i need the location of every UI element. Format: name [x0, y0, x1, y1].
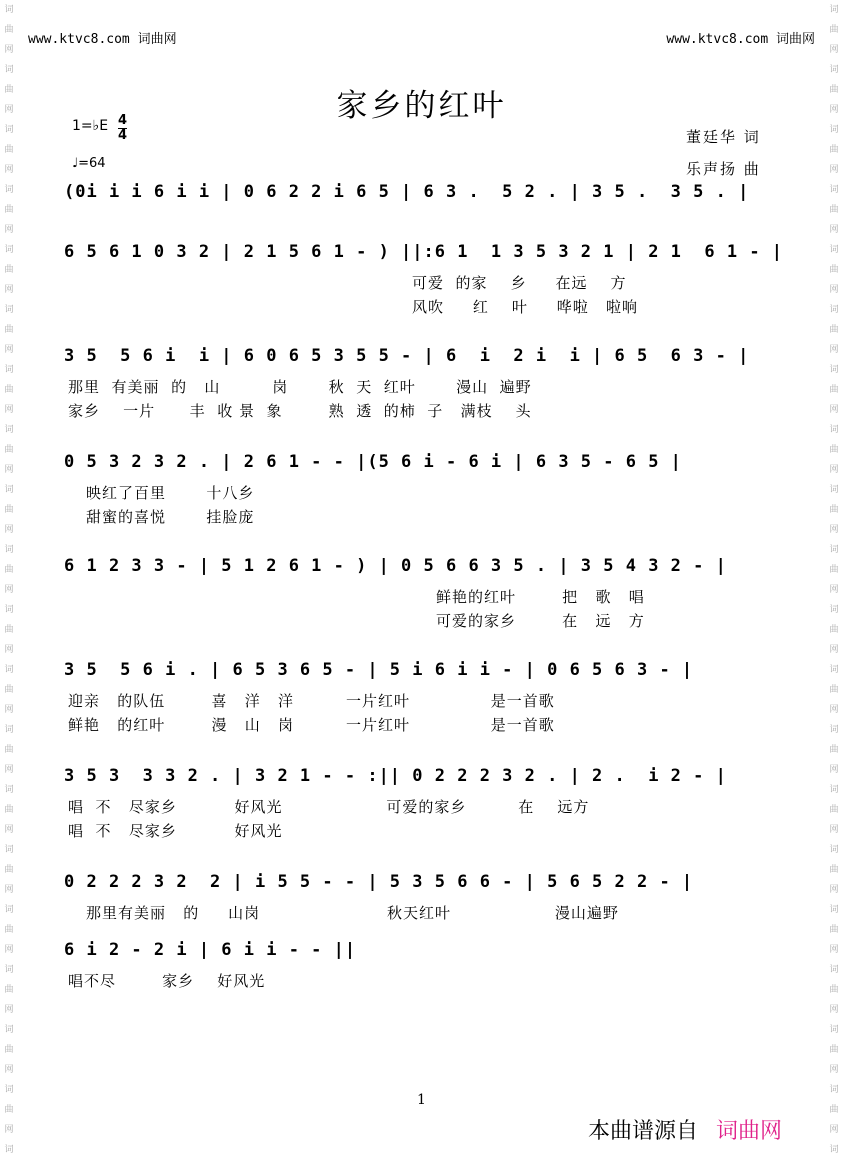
- side-watermark-char: 词: [829, 365, 839, 375]
- side-watermark-char: 网: [4, 465, 14, 475]
- side-watermark-char: 网: [829, 705, 839, 715]
- side-watermark-char: 曲: [4, 25, 14, 35]
- side-watermark-char: 曲: [829, 25, 839, 35]
- side-watermark-char: 曲: [4, 745, 14, 755]
- side-watermark-char: 曲: [829, 685, 839, 695]
- side-watermark-char: 网: [829, 1125, 839, 1135]
- composer-credit: 乐声扬 曲: [686, 160, 761, 178]
- side-watermark-char: 词: [4, 305, 14, 315]
- side-watermark-char: 词: [4, 665, 14, 675]
- side-watermark-char: 曲: [4, 865, 14, 875]
- lyric-verse-2: 风吹 红 叶 哗啦 啦响: [412, 298, 639, 316]
- side-watermark-char: 曲: [829, 85, 839, 95]
- side-watermark-char: 曲: [4, 625, 14, 635]
- time-signature-bottom: 4: [118, 128, 128, 143]
- notation-row: 3 5 5 6 i . | 6 5 3 6 5 - | 5 i 6 i i - | 0 6 5 6 3 - |: [64, 660, 694, 680]
- time-signature-top: 4: [118, 113, 128, 128]
- side-watermark-char: 曲: [4, 565, 14, 575]
- side-watermark-char: 词: [4, 725, 14, 735]
- side-watermark-char: 曲: [4, 445, 14, 455]
- side-watermark-char: 曲: [829, 1105, 839, 1115]
- side-watermark-char: 词: [4, 485, 14, 495]
- song-title: 家乡的红叶: [336, 88, 507, 124]
- side-watermark-char: 曲: [4, 1045, 14, 1055]
- lyric-verse-1: 唱 不 尽家乡 好风光 可爱的家乡 在 远方: [68, 798, 590, 816]
- side-watermark-char: 词: [4, 605, 14, 615]
- site-url-left: www.ktvc8.com 词曲网: [28, 32, 177, 47]
- site-url-right: www.ktvc8.com 词曲网: [666, 32, 815, 47]
- side-watermark-char: 网: [829, 825, 839, 835]
- side-watermark-char: 网: [829, 525, 839, 535]
- notation-row: (0i i i 6 i i | 0 6 2 2 i 6 5 | 6 3 . 5 2 . | 3 5 . 3 5 . |: [64, 182, 750, 202]
- side-watermark-char: 网: [4, 885, 14, 895]
- side-watermark-char: 网: [4, 105, 14, 115]
- side-watermark-char: 曲: [4, 925, 14, 935]
- source-brand-link[interactable]: 词曲网: [716, 1119, 783, 1144]
- notation-row: 6 5 6 1 0 3 2 | 2 1 5 6 1 - ) ||:6 1 1 3 5 3 2 1 | 2 1 6 1 - |: [64, 242, 784, 262]
- side-watermark-char: 曲: [829, 445, 839, 455]
- side-watermark-char: 网: [829, 765, 839, 775]
- side-watermark-char: 词: [4, 845, 14, 855]
- side-watermark-char: 网: [829, 465, 839, 475]
- side-watermark-char: 词: [829, 845, 839, 855]
- side-watermark-char: 曲: [829, 265, 839, 275]
- side-watermark-char: 网: [4, 1065, 14, 1075]
- side-watermark-char: 词: [829, 605, 839, 615]
- side-watermark-char: 网: [4, 825, 14, 835]
- lyric-verse-2: 甜蜜的喜悦 挂脸庞: [86, 508, 255, 526]
- side-watermark-char: 网: [829, 105, 839, 115]
- side-watermark-char: 曲: [829, 745, 839, 755]
- side-watermark-char: 网: [4, 405, 14, 415]
- side-watermark-char: 词: [829, 185, 839, 195]
- notation-row: 0 5 3 2 3 2 . | 2 6 1 - - |(5 6 i - 6 i | 6 3 5 - 6 5 |: [64, 452, 682, 472]
- tempo-marking: ♩=64: [72, 156, 106, 171]
- side-watermark-char: 词: [4, 185, 14, 195]
- side-watermark-char: 网: [4, 165, 14, 175]
- side-watermark-char: 网: [829, 645, 839, 655]
- side-watermark-char: 网: [4, 525, 14, 535]
- side-watermark-char: 词: [4, 785, 14, 795]
- side-watermark-char: 词: [4, 5, 14, 15]
- lyric-verse-1: 那里有美丽 的 山岗 秋天红叶 漫山遍野: [86, 904, 619, 922]
- side-watermark-char: 词: [4, 545, 14, 555]
- side-watermark-char: 词: [829, 5, 839, 15]
- side-watermark-char: 曲: [829, 205, 839, 215]
- side-watermark-char: 曲: [4, 685, 14, 695]
- side-watermark-char: 词: [4, 425, 14, 435]
- side-watermark-char: 词: [4, 245, 14, 255]
- side-watermark-char: 曲: [829, 985, 839, 995]
- side-watermark-char: 曲: [4, 505, 14, 515]
- side-watermark-char: 词: [829, 665, 839, 675]
- side-watermark-char: 网: [829, 1065, 839, 1075]
- lyric-verse-1: 迎亲 的队伍 喜 洋 洋 一片红叶 是一首歌: [68, 692, 555, 710]
- side-watermark-char: 曲: [829, 865, 839, 875]
- side-watermark-char: 网: [4, 45, 14, 55]
- side-watermark-char: 词: [829, 425, 839, 435]
- side-watermark-char: 曲: [4, 1105, 14, 1115]
- side-watermark-char: 词: [829, 65, 839, 75]
- side-watermark-char: 网: [4, 345, 14, 355]
- notation-row: 6 i 2 - 2 i | 6 i i - - ||: [64, 940, 357, 960]
- side-watermark-char: 网: [829, 165, 839, 175]
- side-watermark-char: 词: [829, 1085, 839, 1095]
- side-watermark-char: 曲: [4, 805, 14, 815]
- key-signature: 1=♭E: [72, 118, 109, 134]
- side-watermark-char: 网: [829, 1005, 839, 1015]
- side-watermark-char: 网: [829, 945, 839, 955]
- side-watermark-char: 词: [4, 1025, 14, 1035]
- side-watermark-char: 曲: [829, 385, 839, 395]
- side-watermark-char: 词: [829, 965, 839, 975]
- side-watermark-char: 词: [4, 965, 14, 975]
- lyric-verse-1: 映红了百里 十八乡: [86, 484, 255, 502]
- side-watermark-char: 词: [829, 905, 839, 915]
- side-watermark-char: 词: [829, 125, 839, 135]
- notation-row: 6 1 2 3 3 - | 5 1 2 6 1 - ) | 0 5 6 6 3 5 . | 3 5 4 3 2 - |: [64, 556, 727, 576]
- side-watermark-char: 网: [4, 225, 14, 235]
- side-watermark-char: 曲: [829, 565, 839, 575]
- lyricist-credit: 董廷华 词: [686, 128, 761, 146]
- source-label: 本曲谱源自: [588, 1119, 699, 1144]
- side-watermark-char: 词: [4, 365, 14, 375]
- side-watermark-char: 曲: [4, 385, 14, 395]
- side-watermark-char: 网: [4, 765, 14, 775]
- side-watermark-char: 词: [829, 245, 839, 255]
- side-watermark-char: 网: [4, 945, 14, 955]
- side-watermark-char: 曲: [4, 265, 14, 275]
- side-watermark-char: 网: [4, 285, 14, 295]
- side-watermark-char: 网: [829, 405, 839, 415]
- side-watermark-char: 词: [829, 305, 839, 315]
- side-watermark-char: 网: [4, 645, 14, 655]
- notation-row: 3 5 3 3 3 2 . | 3 2 1 - - :|| 0 2 2 2 3 2 . | 2 . i 2 - |: [64, 766, 727, 786]
- side-watermark-char: 曲: [4, 145, 14, 155]
- lyric-verse-2: 鲜艳 的红叶 漫 山 岗 一片红叶 是一首歌: [68, 716, 555, 734]
- side-watermark-char: 网: [829, 885, 839, 895]
- lyric-verse-1: 鲜艳的红叶 把 歌 唱: [436, 588, 645, 606]
- side-watermark-char: 曲: [829, 1045, 839, 1055]
- side-watermark-char: 曲: [829, 805, 839, 815]
- source-credit: [588, 1114, 782, 1145]
- side-watermark-char: 曲: [829, 145, 839, 155]
- side-watermark-char: 网: [4, 705, 14, 715]
- side-watermark-char: 曲: [4, 985, 14, 995]
- side-watermark-char: 词: [829, 485, 839, 495]
- page-number: 1: [417, 1092, 426, 1108]
- side-watermark-char: 词: [4, 65, 14, 75]
- side-watermark-char: 曲: [829, 505, 839, 515]
- side-watermark-char: 词: [829, 1145, 839, 1155]
- side-watermark-char: 曲: [829, 325, 839, 335]
- side-watermark-char: 词: [4, 1145, 14, 1155]
- side-watermark-char: 曲: [4, 205, 14, 215]
- side-watermark-char: 词: [4, 1085, 14, 1095]
- side-watermark-char: 词: [829, 1025, 839, 1035]
- lyric-verse-1: 唱不尽 家乡 好风光: [68, 972, 266, 990]
- lyric-verse-1: 那里 有美丽 的 山 岗 秋 天 红叶 漫山 遍野: [68, 378, 532, 396]
- lyric-verse-1: 可爱 的家 乡 在远 方: [412, 274, 627, 292]
- lyric-verse-2: 可爱的家乡 在 远 方: [436, 612, 645, 630]
- side-watermark-char: 网: [4, 1005, 14, 1015]
- side-watermark-char: 词: [4, 905, 14, 915]
- side-watermark-char: 网: [829, 225, 839, 235]
- side-watermark-char: 曲: [829, 925, 839, 935]
- side-watermark-char: 词: [829, 785, 839, 795]
- side-watermark-char: 网: [829, 345, 839, 355]
- side-watermark-char: 词: [4, 125, 14, 135]
- side-watermark-char: 网: [829, 45, 839, 55]
- side-watermark-char: 词: [829, 545, 839, 555]
- side-watermark-char: 曲: [829, 625, 839, 635]
- lyric-verse-2: 家乡 一片 丰 收 景 象 熟 透 的柿 子 满枝 头: [68, 402, 532, 420]
- side-watermark-char: 词: [829, 725, 839, 735]
- side-watermark-char: 网: [829, 585, 839, 595]
- side-watermark-char: 网: [4, 1125, 14, 1135]
- side-watermark-char: 网: [829, 285, 839, 295]
- side-watermark-char: 曲: [4, 85, 14, 95]
- notation-row: 3 5 5 6 i i | 6 0 6 5 3 5 5 - | 6 i 2 i i | 6 5 6 3 - |: [64, 346, 750, 366]
- lyric-verse-2: 唱 不 尽家乡 好风光: [68, 822, 283, 840]
- notation-row: 0 2 2 2 3 2 2 | i 5 5 - - | 5 3 5 6 6 - | 5 6 5 2 2 - |: [64, 872, 694, 892]
- side-watermark-char: 网: [4, 585, 14, 595]
- side-watermark-char: 曲: [4, 325, 14, 335]
